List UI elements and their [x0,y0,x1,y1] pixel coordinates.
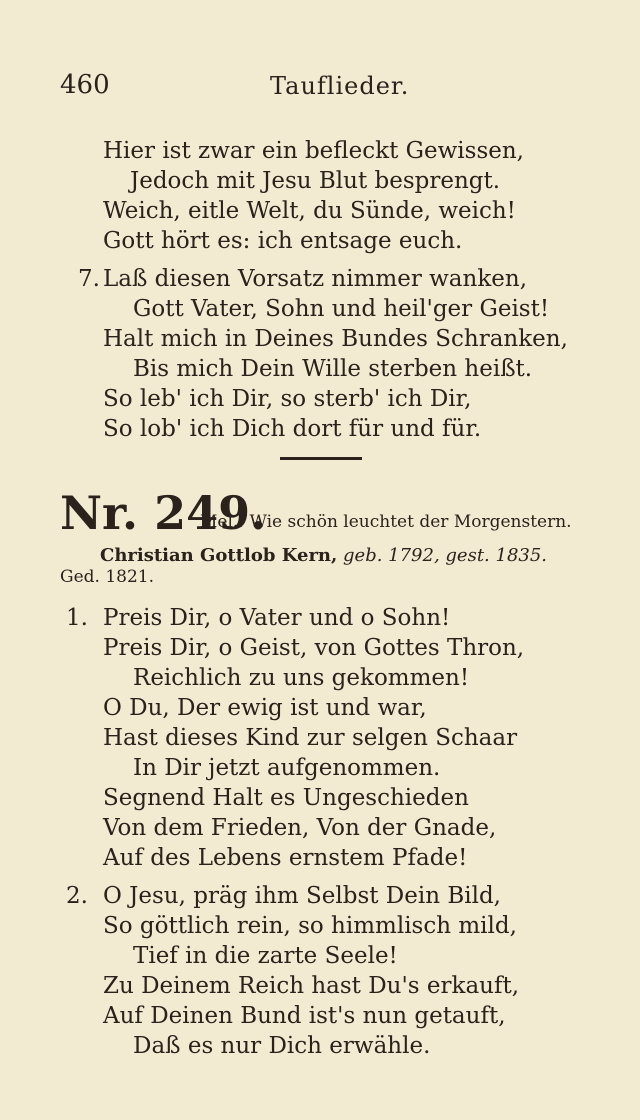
verse-line: Daß es nur Dich erwähle. [133,1033,431,1059]
verse-line: Tief in die zarte Seele! [133,943,398,969]
verse-line: Segnend Halt es Ungeschieden [103,785,469,811]
verse-line: Gott Vater, Sohn und heil'ger Geist! [133,296,550,322]
verse-line: Auf Deinen Bund ist's nun getauft, [103,1003,506,1029]
section-divider [280,457,362,460]
verse-line: Hier ist zwar ein befleckt Gewissen, [103,138,524,164]
verse-number: 1. [66,605,88,631]
author-dates: geb. 1792, gest. 1835. [343,545,548,566]
verse-line: Reichlich zu uns gekommen! [133,665,470,691]
verse-line: Weich, eitle Welt, du Sünde, weich! [103,198,516,224]
verse-line: Gott hört es: ich entsage euch. [103,228,463,254]
verse-line: Laß diesen Vorsatz nimmer wanken, [103,266,528,292]
verse-number: 7. [78,266,100,292]
verse-line: Preis Dir, o Vater und o Sohn! [103,605,451,631]
written-year: Ged. 1821. [60,567,154,587]
verse-line: Bis mich Dein Wille sterben heißt. [133,356,533,382]
verse-line: Auf des Lebens ernstem Pfade! [103,845,468,871]
hymn-author [100,545,547,566]
verse-line: Halt mich in Deines Bundes Schranken, [103,326,568,352]
verse-line: So leb' ich Dir, so sterb' ich Dir, [103,386,472,412]
verse-line: Jedoch mit Jesu Blut besprengt. [130,168,501,194]
page-number: 460 [60,70,110,100]
hymn-melody: Mel.: Wie schön leuchtet der Morgenstern. [200,512,572,532]
verse-line: In Dir jetzt aufgenommen. [133,755,441,781]
verse-line: Von dem Frieden, Von der Gnade, [103,815,497,841]
author-name: Christian Gottlob Kern, [100,545,338,566]
verse-line: So göttlich rein, so himmlisch mild, [103,913,517,939]
verse-line: Preis Dir, o Geist, von Gottes Thron, [103,635,525,661]
verse-number: 2. [66,883,88,909]
verse-line: So lob' ich Dich dort für und für. [103,416,482,442]
running-title: Tauflieder. [270,72,410,100]
verse-line: Hast dieses Kind zur selgen Schaar [103,725,518,751]
verse-line: O Du, Der ewig ist und war, [103,695,427,721]
verse-line: Zu Deinem Reich hast Du's erkauft, [103,973,520,999]
verse-line: O Jesu, präg ihm Selbst Dein Bild, [103,883,501,909]
hymn-number: Nr. 249. [60,486,267,540]
